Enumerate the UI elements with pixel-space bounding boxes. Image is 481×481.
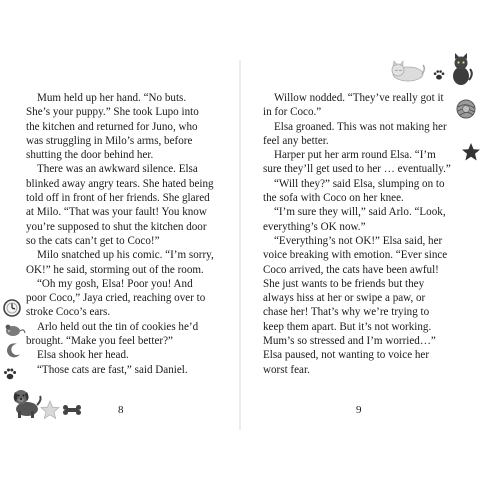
paw-print-icon	[2, 366, 18, 382]
paragraph	[263, 234, 463, 377]
text-line: Elsa groaned. This was not making her	[274, 120, 447, 133]
text-line: sure they’ll get used to her … eventually.”	[263, 163, 451, 176]
text-line: told off in front of her friends. She glared	[26, 192, 210, 205]
text-line: chase her! That’s why we’re trying to	[263, 306, 430, 319]
text-line: Elsa shook her head.	[37, 349, 129, 362]
star-icon	[40, 400, 60, 420]
paragraph	[26, 363, 226, 377]
text-line: at Milo. “That was your fault! You know	[26, 206, 207, 219]
text-line: Milo snatched up his comic. “I’m sorry,	[37, 249, 214, 262]
left-page-text	[26, 91, 226, 377]
right-page	[241, 0, 481, 481]
text-line: in for Coco.”	[263, 106, 322, 119]
page-number-left: 8	[118, 404, 124, 416]
text-line: Mum’s so stressed and I’m worried…”	[263, 335, 436, 348]
text-line: She’s your puppy.” She took Lupo into	[26, 106, 199, 119]
text-line: “Everything’s not OK!” Elsa said, her	[274, 234, 443, 247]
paw-print-icon	[432, 68, 446, 82]
paragraph	[263, 91, 463, 120]
text-line: so the cats can’t get to Coco!”	[26, 234, 160, 247]
yarn-ball-icon	[455, 98, 477, 120]
paragraph	[263, 120, 463, 149]
paragraph	[26, 162, 226, 248]
text-line: the sofa with Coco on her knee.	[263, 192, 404, 205]
moon-icon	[6, 342, 22, 358]
clock-icon	[2, 298, 22, 318]
paragraph	[263, 177, 463, 206]
text-line: blinked away angry tears. She hated being	[26, 177, 214, 190]
text-line: was struggling in Milo’s arms, before	[26, 134, 193, 147]
star-icon	[461, 142, 481, 162]
left-page	[0, 0, 240, 481]
text-line: the kitchen and returned for Juno, who	[26, 120, 198, 133]
paragraph	[26, 320, 226, 349]
text-line: Willow nodded. “They’ve really got it	[274, 92, 444, 104]
page-number-right: 9	[356, 404, 362, 416]
text-line: voice breaking with emotion. “Ever since	[263, 249, 448, 262]
text-line: Arlo held out the tin of cookies he’d	[37, 320, 199, 333]
text-line: “Will they?” said Elsa, slumping on to	[274, 177, 445, 190]
text-line: Coco arrived, the cats have been awful!	[263, 263, 439, 276]
paragraph	[26, 248, 226, 277]
text-line: poor Coco,” Jaya cried, reaching over to	[26, 292, 206, 305]
text-line: always hiss at her or swipe a paw, or	[263, 292, 426, 305]
bone-icon	[62, 404, 82, 416]
paragraph	[26, 91, 226, 162]
text-line: OK!” he said, storming out of the room.	[26, 263, 204, 276]
text-line: Harper put her arm round Elsa. “I’m	[274, 149, 436, 162]
paragraph	[26, 277, 226, 320]
text-line: “I’m sure they will,” said Arlo. “Look,	[274, 206, 446, 219]
text-line: She just wants to be friends but they	[263, 277, 425, 290]
text-line: you’re supposed to shut the kitchen door	[26, 220, 207, 233]
paragraph	[26, 348, 226, 362]
text-line: “Oh my gosh, Elsa! Poor you! And	[37, 277, 193, 290]
cat-icon	[448, 52, 474, 86]
toy-mouse-icon	[4, 322, 26, 338]
text-line: shutting the door behind her.	[26, 149, 154, 162]
text-line: Elsa paused, not wanting to voice her	[263, 349, 430, 362]
text-line: worst fear.	[263, 363, 310, 376]
puppy-icon	[9, 383, 43, 419]
text-line: There was an awkward silence. Elsa	[37, 163, 198, 176]
text-line: Mum held up her hand. “No buts.	[37, 92, 187, 104]
paragraph	[263, 148, 463, 177]
text-line: stroke Coco’s ears.	[26, 306, 111, 319]
text-line: everything’s OK now.”	[263, 220, 366, 233]
text-line: keep them apart. But it’s not working.	[263, 320, 432, 333]
text-line: feel any better.	[263, 134, 329, 147]
text-line: “Those cats are fast,” said Daniel.	[37, 363, 188, 376]
paragraph	[263, 205, 463, 234]
sleeping-cat-icon	[389, 60, 427, 82]
text-line: brought. “Make you feel better?”	[26, 335, 173, 348]
right-page-text	[263, 91, 463, 377]
